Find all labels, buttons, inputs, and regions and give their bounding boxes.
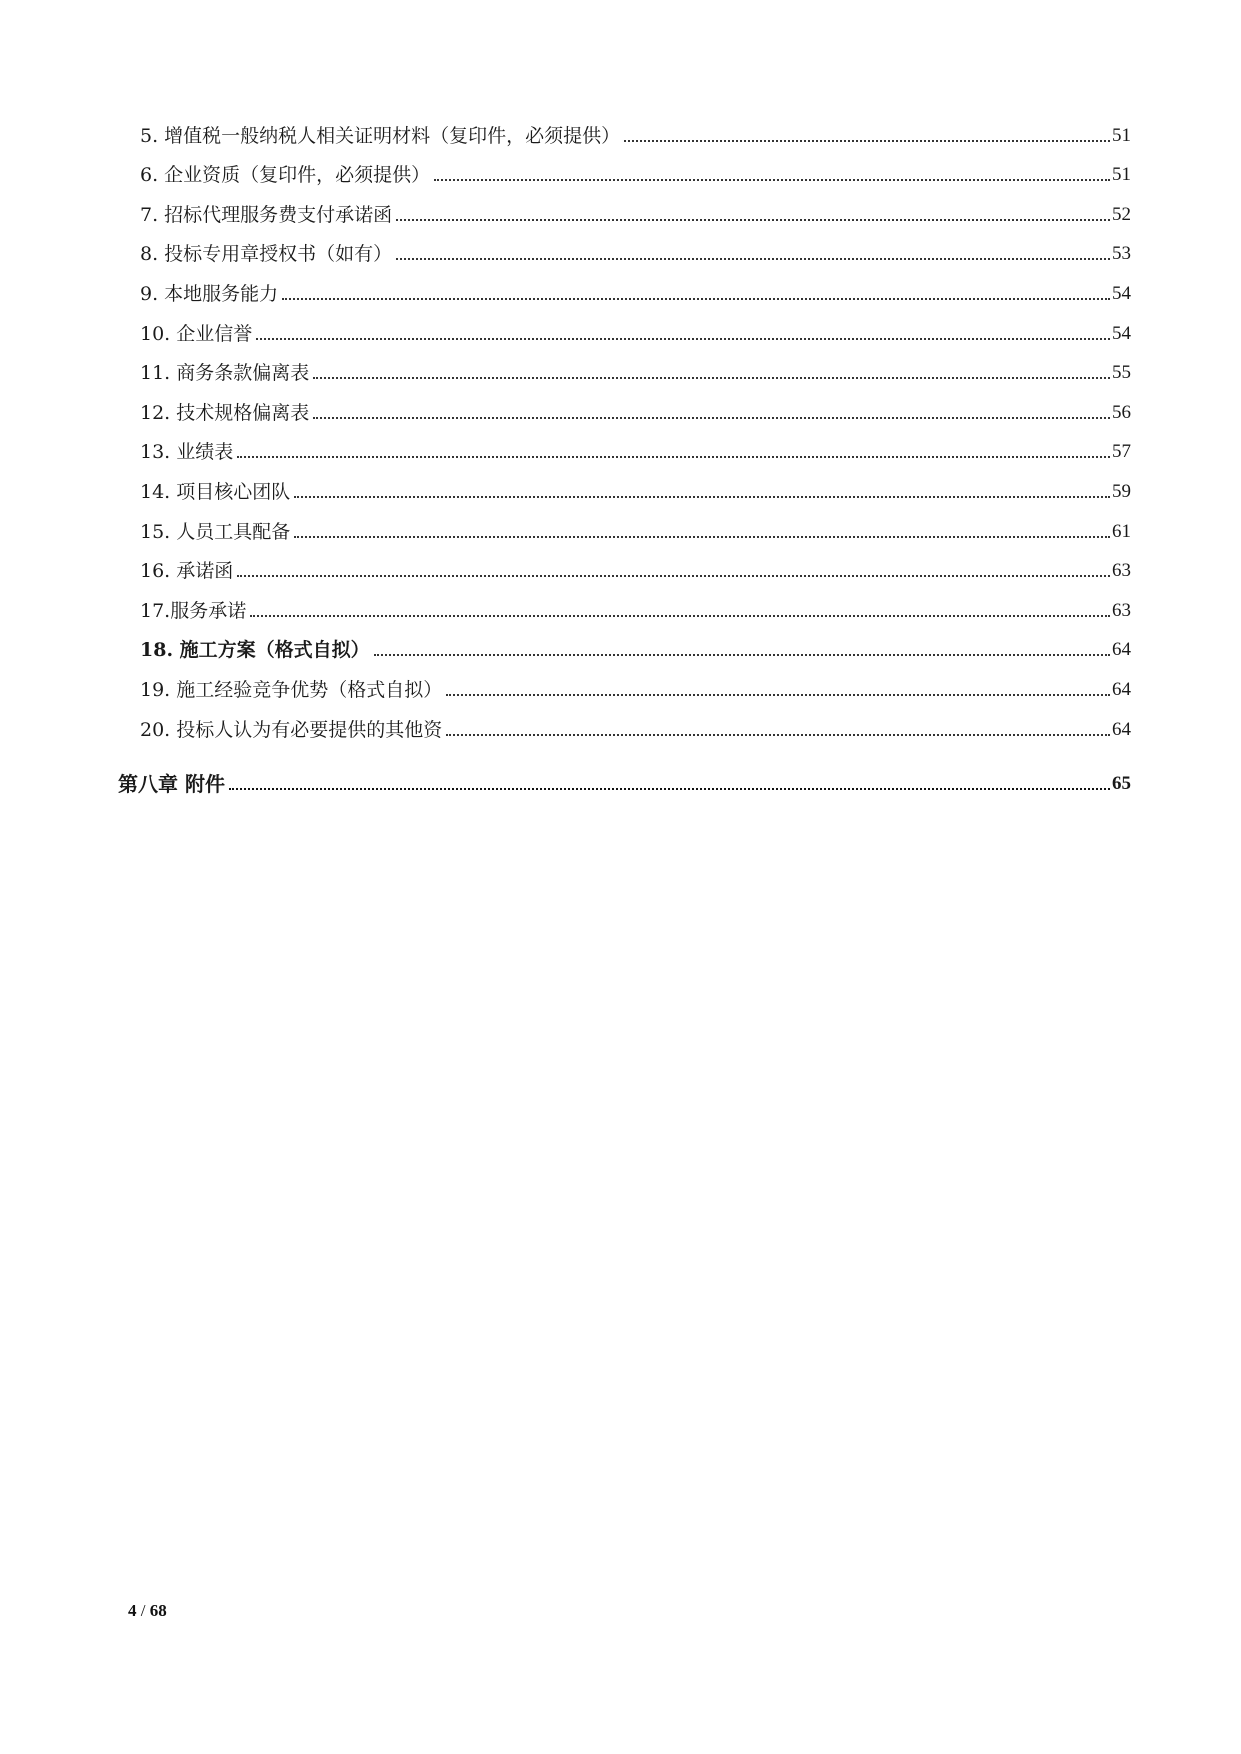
toc-entry-label: 14. 项目核心团队 [140, 480, 291, 503]
toc-entry-label: 11. 商务条款偏离表 [140, 362, 310, 385]
dot-leader [396, 219, 1110, 221]
toc-entry-label: 19. 施工经验竞争优势（格式自拟） [140, 678, 443, 701]
toc-page-number: 64 [1112, 718, 1131, 740]
table-of-contents [118, 108, 1131, 796]
toc-entry-5[interactable] [118, 108, 1131, 148]
dot-leader [256, 338, 1110, 340]
toc-page-number: 65 [1112, 772, 1131, 794]
toc-entry-8[interactable] [118, 227, 1131, 267]
toc-entry-label: 7. 招标代理服务费支付承诺函 [140, 203, 393, 226]
page-separator: / [136, 1601, 150, 1620]
toc-entry-label: 20. 投标人认为有必要提供的其他资 [140, 718, 443, 741]
toc-entry-label: 18. 施工方案（格式自拟） [140, 639, 370, 662]
toc-entry-label: 9. 本地服务能力 [140, 282, 279, 305]
toc-entry-13[interactable] [118, 425, 1131, 465]
dot-leader [229, 788, 1110, 790]
toc-entry-label: 17.服务承诺 [140, 599, 247, 622]
dot-leader [237, 575, 1110, 577]
dot-leader [237, 456, 1110, 458]
dot-leader [396, 258, 1110, 260]
toc-page-number: 61 [1112, 520, 1131, 542]
dot-leader [374, 654, 1110, 656]
toc-entry-20[interactable] [118, 702, 1131, 742]
page-footer [128, 1601, 167, 1621]
toc-page-number: 52 [1112, 203, 1131, 225]
toc-page-number: 55 [1112, 362, 1131, 384]
toc-entry-6[interactable] [118, 148, 1131, 188]
dot-leader [434, 179, 1110, 181]
toc-page-number: 59 [1112, 480, 1131, 502]
toc-entry-label: 15. 人员工具配备 [140, 520, 291, 543]
toc-entry-9[interactable] [118, 266, 1131, 306]
toc-entry-label: 8. 投标专用章授权书（如有） [140, 243, 393, 266]
dot-leader [313, 377, 1110, 379]
toc-page-number: 51 [1112, 164, 1131, 186]
toc-entry-12[interactable] [118, 385, 1131, 425]
dot-leader [313, 417, 1110, 419]
toc-page-number: 63 [1112, 560, 1131, 582]
dot-leader [294, 496, 1110, 498]
toc-entry-15[interactable] [118, 504, 1131, 544]
toc-entry-label: 12. 技术规格偏离表 [140, 401, 310, 424]
dot-leader [294, 536, 1110, 538]
toc-entry-18[interactable] [118, 623, 1131, 663]
toc-entry-11[interactable] [118, 346, 1131, 386]
toc-chapter-8[interactable] [118, 742, 1131, 796]
toc-entry-label: 5. 增值税一般纳税人相关证明材料（复印件，必须提供） [140, 124, 621, 147]
toc-entry-17[interactable] [118, 583, 1131, 623]
toc-entry-10[interactable] [118, 306, 1131, 346]
toc-entry-label: 6. 企业资质（复印件，必须提供） [140, 164, 431, 187]
dot-leader [446, 694, 1110, 696]
toc-page-number: 53 [1112, 243, 1131, 265]
total-page-count: 68 [149, 1601, 167, 1620]
dot-leader [250, 615, 1110, 617]
toc-page-number: 64 [1112, 639, 1131, 661]
toc-page-number: 54 [1112, 282, 1131, 304]
toc-entry-16[interactable] [118, 544, 1131, 584]
toc-entry-label: 16. 承诺函 [140, 560, 234, 583]
toc-page-number: 54 [1112, 322, 1131, 344]
current-page-number: 4 [128, 1601, 137, 1620]
dot-leader [446, 734, 1110, 736]
toc-entry-19[interactable] [118, 662, 1131, 702]
dot-leader [624, 140, 1110, 142]
toc-entry-7[interactable] [118, 187, 1131, 227]
toc-page-number: 51 [1112, 124, 1131, 146]
toc-entry-label: 10. 企业信誉 [140, 322, 253, 345]
toc-page-number: 56 [1112, 401, 1131, 423]
toc-entry-14[interactable] [118, 464, 1131, 504]
dot-leader [282, 298, 1110, 300]
toc-page-number: 57 [1112, 441, 1131, 463]
toc-page-number: 64 [1112, 678, 1131, 700]
toc-chapter-label: 第八章 附件 [118, 771, 225, 796]
toc-entry-label: 13. 业绩表 [140, 441, 234, 464]
toc-page-number: 63 [1112, 599, 1131, 621]
